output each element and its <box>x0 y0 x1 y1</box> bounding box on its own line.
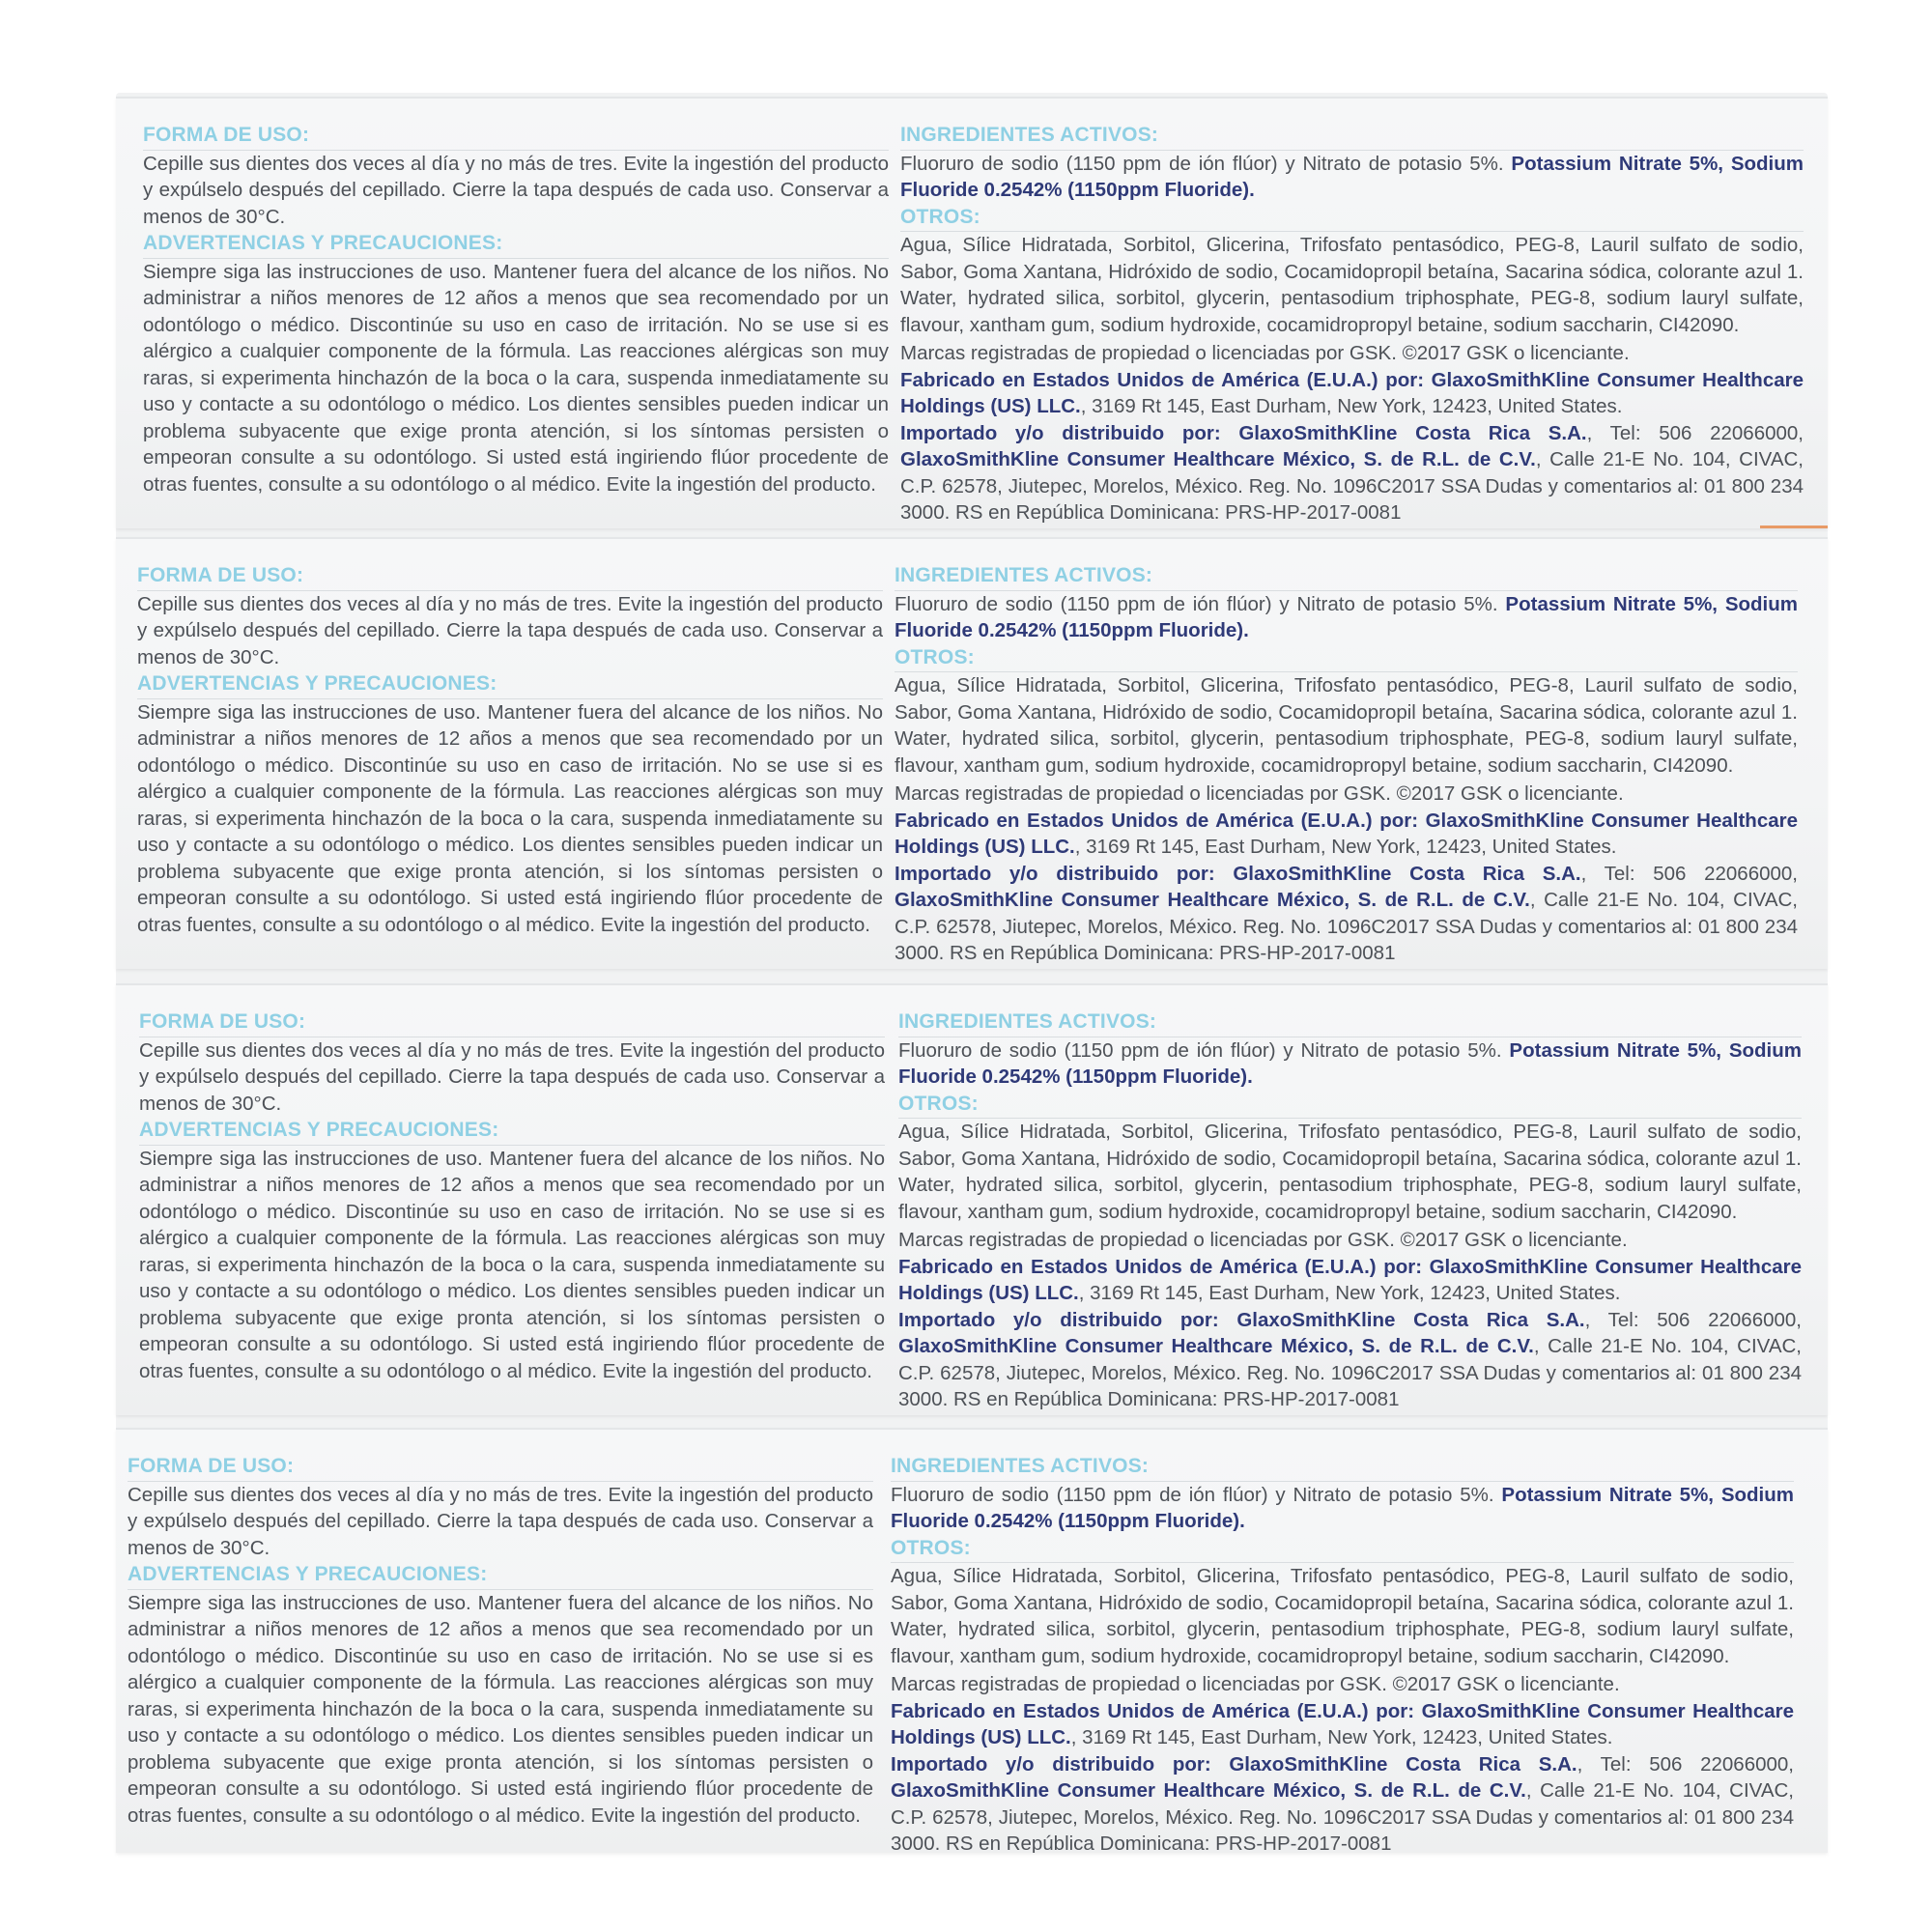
fabricado-text: Fabricado en Estados Unidos de América (E.U.A.) por: GlaxoSmithKline Consumer Healthcare Holdings (US) LLC., 3169 Rt 145, East Durham, New York, 12423, United States. <box>898 1255 1802 1304</box>
otros-text: Agua, Sílice Hidratada, Sorbitol, Glicerina, Trifosfato pentasódico, PEG-8, Lauril sulfato de sodio, Sabor, Goma Xantana, Hidróxido de sodio, Cocamidopropil betaína, Sacarina sódica, colorante azul 1. Water, hydrated silica, sorbitol, glycerin, pentasodium triphosphate, PEG-8, sodium lauryl sulfate, flavour, xantham gum, sodium hydroxide, cocamidropropyl betaine, sodium saccharin, CI42090. <box>895 674 1798 777</box>
usage-column <box>139 1009 885 1384</box>
otros-heading: OTROS: <box>900 204 1804 233</box>
marcas-text: Marcas registradas de propiedad o licenciadas por GSK. ©2017 GSK o licenciante. <box>891 1673 1620 1695</box>
importado-text: Importado y/o distribuido por: GlaxoSmithKline Costa Rica S.A., Tel: 506 22066000, GlaxoSmithKline Consumer Healthcare México, S. de R.L. de C.V., Calle 21-E No. 104, CIVAC, C.P. 62578, Jiutepec, Morelos, México. Reg. No. 1096C2017 SSA Dudas y comentarios al: 01 800 234 3000. RS en República Dominicana: PRS-HP-2017-0081 <box>891 1752 1795 1853</box>
ingredientes-heading: INGREDIENTES ACTIVOS: <box>900 122 1804 151</box>
ingredientes-heading: INGREDIENTES ACTIVOS: <box>895 562 1798 591</box>
ingredients-column <box>891 1453 1794 1853</box>
otros-heading: OTROS: <box>898 1091 1802 1120</box>
ingredientes-heading: INGREDIENTES ACTIVOS: <box>891 1453 1794 1482</box>
forma-de-uso-heading: FORMA DE USO: <box>139 1009 885 1037</box>
forma-de-uso-text: Cepille sus dientes dos veces al día y no más de tres. Evite la ingestión del producto y expúlselo después del cepillado. Cierre la tapa después de cada uso. Conservar a menos de 30°C. <box>137 592 883 668</box>
ingredientes-text: Fluoruro de sodio (1150 ppm de ión flúor) y Nitrato de potasio 5%. Potassium Nitrate 5%, Sodium Fluoride 0.2542% (1150ppm Fluoride). <box>898 1038 1802 1088</box>
label-panel-3 <box>116 983 1828 1415</box>
label-panel-4 <box>116 1428 1828 1853</box>
usage-column <box>137 562 883 938</box>
usage-column <box>128 1453 873 1829</box>
label-panel-1 <box>116 97 1828 528</box>
forma-de-uso-heading: FORMA DE USO: <box>128 1453 873 1482</box>
otros-text: Agua, Sílice Hidratada, Sorbitol, Glicerina, Trifosfato pentasódico, PEG-8, Lauril sulfato de sodio, Sabor, Goma Xantana, Hidróxido de sodio, Cocamidopropil betaína, Sacarina sódica, colorante azul 1. Water, hydrated silica, sorbitol, glycerin, pentasodium triphosphate, PEG-8, sodium lauryl sulfate, flavour, xantham gum, sodium hydroxide, cocamidropropyl betaine, sodium saccharin, CI42090. <box>900 234 1804 336</box>
advertencias-heading: ADVERTENCIAS Y PRECAUCIONES: <box>137 670 883 699</box>
marcas-text: Marcas registradas de propiedad o licenciadas por GSK. ©2017 GSK o licenciante. <box>900 342 1630 364</box>
forma-de-uso-text: Cepille sus dientes dos veces al día y no más de tres. Evite la ingestión del producto y expúlselo después del cepillado. Cierre la tapa después de cada uso. Conservar a menos de 30°C. <box>143 152 889 228</box>
ingredientes-text: Fluoruro de sodio (1150 ppm de ión flúor) y Nitrato de potasio 5%. Potassium Nitrate 5%, Sodium Fluoride 0.2542% (1150ppm Fluoride). <box>900 152 1804 201</box>
importado-text: Importado y/o distribuido por: GlaxoSmithKline Costa Rica S.A., Tel: 506 22066000, GlaxoSmithKline Consumer Healthcare México, S. de R.L. de C.V., Calle 21-E No. 104, CIVAC, C.P. 62578, Jiutepec, Morelos, México. Reg. No. 1096C2017 SSA Dudas y comentarios al: 01 800 234 3000. RS en República Dominicana: PRS-HP-2017-0081 <box>895 862 1799 964</box>
forma-de-uso-text: Cepille sus dientes dos veces al día y no más de tres. Evite la ingestión del producto y expúlselo después del cepillado. Cierre la tapa después de cada uso. Conservar a menos de 30°C. <box>128 1483 873 1559</box>
forma-de-uso-text: Cepille sus dientes dos veces al día y no más de tres. Evite la ingestión del producto y expúlselo después del cepillado. Cierre la tapa después de cada uso. Conservar a menos de 30°C. <box>139 1038 885 1115</box>
advertencias-heading: ADVERTENCIAS Y PRECAUCIONES: <box>143 230 889 259</box>
advertencias-text: Siempre siga las instrucciones de uso. Mantener fuera del alcance de los niños. No administrar a niños menores de 12 años a menos que sea recomendado por un odontólogo o médico. Discontinúe su uso en caso de irritación. No se use si es alérgico a cualquier componente de la fórmula. Las reacciones alérgicas son muy raras, si experimenta hinchazón de la boca o la cara, suspenda inmediatamente su uso y contacte a su odontólogo o médico. Los dientes sensibles pueden indicar un problema subyacente que exige pronta atención, si los síntomas persisten o empeoran consulte a su odontólogo. Si usted está ingiriendo flúor procedente de otras fuentes, consulte a su odontólogo o al médico. Evite la ingestión del producto. <box>143 260 889 496</box>
advertencias-text: Siempre siga las instrucciones de uso. Mantener fuera del alcance de los niños. No administrar a niños menores de 12 años a menos que sea recomendado por un odontólogo o médico. Discontinúe su uso en caso de irritación. No se use si es alérgico a cualquier componente de la fórmula. Las reacciones alérgicas son muy raras, si experimenta hinchazón de la boca o la cara, suspenda inmediatamente su uso y contacte a su odontólogo o médico. Los dientes sensibles pueden indicar un problema subyacente que exige pronta atención, si los síntomas persisten o empeoran consulte a su odontólogo. Si usted está ingiriendo flúor procedente de otras fuentes, consulte a su odontólogo o al médico. Evite la ingestión del producto. <box>137 700 883 936</box>
advertencias-text: Siempre siga las instrucciones de uso. Mantener fuera del alcance de los niños. No administrar a niños menores de 12 años a menos que sea recomendado por un odontólogo o médico. Discontinúe su uso en caso de irritación. No se use si es alérgico a cualquier componente de la fórmula. Las reacciones alérgicas son muy raras, si experimenta hinchazón de la boca o la cara, suspenda inmediatamente su uso y contacte a su odontólogo o médico. Los dientes sensibles pueden indicar un problema subyacente que exige pronta atención, si los síntomas persisten o empeoran consulte a su odontólogo. Si usted está ingiriendo flúor procedente de otras fuentes, consulte a su odontólogo o al médico. Evite la ingestión del producto. <box>128 1591 873 1827</box>
ingredientes-text: Fluoruro de sodio (1150 ppm de ión flúor) y Nitrato de potasio 5%. Potassium Nitrate 5%, Sodium Fluoride 0.2542% (1150ppm Fluoride). <box>895 592 1798 641</box>
fabricado-text: Fabricado en Estados Unidos de América (E.U.A.) por: GlaxoSmithKline Consumer Healthcare Holdings (US) LLC., 3169 Rt 145, East Durham, New York, 12423, United States. <box>900 368 1804 417</box>
otros-heading: OTROS: <box>895 644 1798 673</box>
marcas-text: Marcas registradas de propiedad o licenciadas por GSK. ©2017 GSK o licenciante. <box>895 782 1624 805</box>
forma-de-uso-heading: FORMA DE USO: <box>143 122 889 151</box>
usage-column <box>143 122 889 497</box>
fabricado-text: Fabricado en Estados Unidos de América (E.U.A.) por: GlaxoSmithKline Consumer Healthcare Holdings (US) LLC., 3169 Rt 145, East Durham, New York, 12423, United States. <box>895 809 1798 858</box>
forma-de-uso-heading: FORMA DE USO: <box>137 562 883 591</box>
ingredients-column <box>895 562 1798 967</box>
ingredients-column <box>900 122 1804 526</box>
advertencias-text: Siempre siga las instrucciones de uso. Mantener fuera del alcance de los niños. No administrar a niños menores de 12 años a menos que sea recomendado por un odontólogo o médico. Discontinúe su uso en caso de irritación. No se use si es alérgico a cualquier componente de la fórmula. Las reacciones alérgicas son muy raras, si experimenta hinchazón de la boca o la cara, suspenda inmediatamente su uso y contacte a su odontólogo o médico. Los dientes sensibles pueden indicar un problema subyacente que exige pronta atención, si los síntomas persisten o empeoran consulte a su odontólogo. Si usted está ingiriendo flúor procedente de otras fuentes, consulte a su odontólogo o al médico. Evite la ingestión del producto. <box>139 1147 885 1382</box>
otros-heading: OTROS: <box>891 1535 1794 1564</box>
advertencias-heading: ADVERTENCIAS Y PRECAUCIONES: <box>128 1561 873 1590</box>
importado-text: Importado y/o distribuido por: GlaxoSmithKline Costa Rica S.A., Tel: 506 22066000, GlaxoSmithKline Consumer Healthcare México, S. de R.L. de C.V., Calle 21-E No. 104, CIVAC, C.P. 62578, Jiutepec, Morelos, México. Reg. No. 1096C2017 SSA Dudas y comentarios al: 01 800 234 3000. RS en República Dominicana: PRS-HP-2017-0081 <box>900 421 1804 524</box>
ingredients-column <box>898 1009 1802 1413</box>
otros-text: Agua, Sílice Hidratada, Sorbitol, Glicerina, Trifosfato pentasódico, PEG-8, Lauril sulfato de sodio, Sabor, Goma Xantana, Hidróxido de sodio, Cocamidopropil betaína, Sacarina sódica, colorante azul 1. Water, hydrated silica, sorbitol, glycerin, pentasodium triphosphate, PEG-8, sodium lauryl sulfate, flavour, xantham gum, sodium hydroxide, cocamidropropyl betaine, sodium saccharin, CI42090. <box>898 1121 1802 1223</box>
otros-text: Agua, Sílice Hidratada, Sorbitol, Glicerina, Trifosfato pentasódico, PEG-8, Lauril sulfato de sodio, Sabor, Goma Xantana, Hidróxido de sodio, Cocamidopropil betaína, Sacarina sódica, colorante azul 1. Water, hydrated silica, sorbitol, glycerin, pentasodium triphosphate, PEG-8, sodium lauryl sulfate, flavour, xantham gum, sodium hydroxide, cocamidropropyl betaine, sodium saccharin, CI42090. <box>891 1565 1794 1667</box>
label-panel-2 <box>116 537 1828 969</box>
ingredientes-text: Fluoruro de sodio (1150 ppm de ión flúor) y Nitrato de potasio 5%. Potassium Nitrate 5%, Sodium Fluoride 0.2542% (1150ppm Fluoride). <box>891 1483 1794 1532</box>
fabricado-text: Fabricado en Estados Unidos de América (E.U.A.) por: GlaxoSmithKline Consumer Healthcare Holdings (US) LLC., 3169 Rt 145, East Durham, New York, 12423, United States. <box>891 1699 1794 1748</box>
advertencias-heading: ADVERTENCIAS Y PRECAUCIONES: <box>139 1117 885 1146</box>
importado-text: Importado y/o distribuido por: GlaxoSmithKline Costa Rica S.A., Tel: 506 22066000, GlaxoSmithKline Consumer Healthcare México, S. de R.L. de C.V., Calle 21-E No. 104, CIVAC, C.P. 62578, Jiutepec, Morelos, México. Reg. No. 1096C2017 SSA Dudas y comentarios al: 01 800 234 3000. RS en República Dominicana: PRS-HP-2017-0081 <box>898 1308 1803 1410</box>
marcas-text: Marcas registradas de propiedad o licenciadas por GSK. ©2017 GSK o licenciante. <box>898 1229 1628 1251</box>
ingredientes-heading: INGREDIENTES ACTIVOS: <box>898 1009 1802 1037</box>
